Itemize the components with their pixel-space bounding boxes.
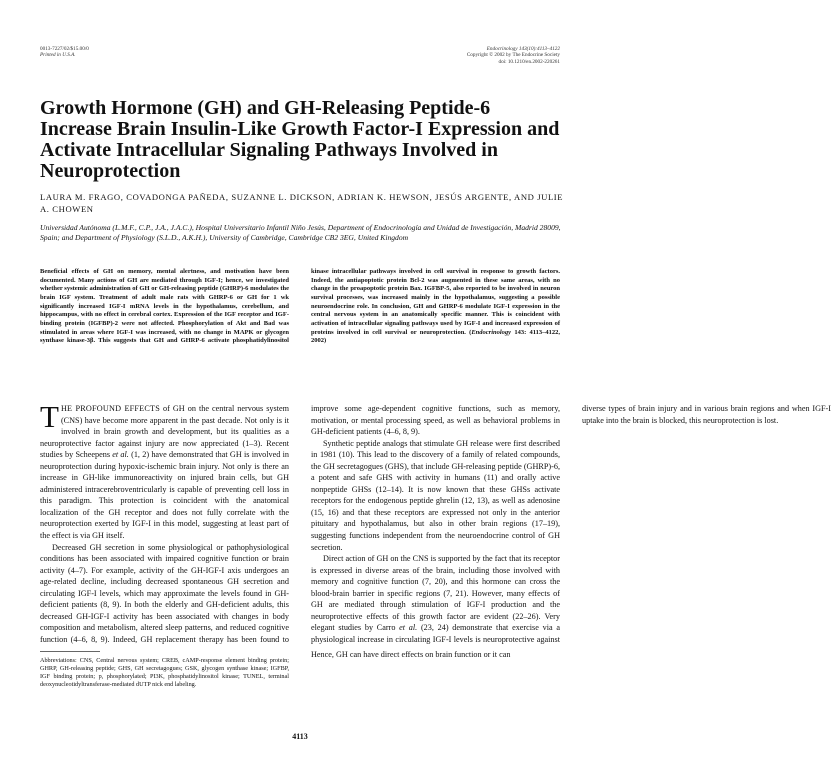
body-paragraph-4: Direct action of GH on the CNS is supported by the fact that its receptor is expressed in diverse areas of the brain, including those involved with memory and cognitive function (7, 20), and this hormone can cross the blood-brain barrier in specific regions (7, 21). However, many effects of GH are mediated through stimulation of IGF-I production and the neuroprotective effects of this growth factor are evident (22–26). Very elegant studies by Carro et al. (23, 24) demonstrate that exercise via a physiological increase in circulating IGF-I levels is neuroprotective against diverse types of brain injury and in various brain regions and when IGF-I uptake into the brain is blocked, this neuroprotection is lost. [311,404,831,644]
body-text [40,399,831,649]
abbreviations-footnote: Abbreviations: CNS, Central nervous system; CREB, cAMP-response element binding protein; GHRP, GH-releasing peptide; GHS, GH secretagogues; GSK, glycogen synthase kinase; IGFBP, IGF binding protein; p, phosphorylated; PI3K, phosphatidylinositol kinase; TUNEL, terminal deoxynucleotidyltransferase-mediated dUTP nick end labeling. [40,657,289,689]
abstract-citation-tail: 143: 4113–4122, 2002) [311,328,560,345]
lead-in-caps: HE PROFOUND EFFECTS [60,404,160,413]
drop-cap: T [40,399,59,434]
body-paragraph-1: THE PROFOUND EFFECTS of GH on the central nervous system (CNS) have become more apparent in the past decade. Not only is it involved in brain growth and development, but its qualities as a neuroprotective factor against injury are now appreciated (1–3). Recent studies by Scheepens et al. (1, 2) have demonstrated that GH is involved in neuroprotection during hypoxic-ischemic brain injury. Not only is there an increase in GH-like immunoreactivity on injured brain cells, but GH administered intracerebroventricularly is capable of preventing cell loss in this paradigm. This protection is coincident with the anatomical localization of the GH receptor and does not fully correlate with the neuroprotection exerted by IGF-I in this model, suggesting at least part of the effect is via GH itself. [40,399,289,541]
body-paragraph-3: Synthetic peptide analogs that stimulate GH release were first described in 1981 (10). This lead to the discovery of a family of related compounds, the GH secretagogues (GHS), that include GH-releasing peptide (GHRP)-6, a potent and safe GHS with activity in humans (11) and orally active nonpeptide GHSs (12–14). It is now known that these GHSs activate receptors for the endogenous peptide ghrelin (12, 13), as well as adenosine (15, 16) and that these receptors are expressed not only in the anterior pituitary and hypothalamus, but also in other brain regions (17–19), suggesting functions independent from the neuroendocrine control of GH secretion. [311,438,560,552]
article-title: Growth Hormone (GH) and GH-Releasing Peptide-6 Increase Brain Insulin-Like Growth Factor-I Expression and Activate Intracellular Signaling Pathways Involved in Neuroprotection [40,97,560,182]
abstract [40,268,560,390]
doi-line: doi: 10.1210/en.2002-220261 [498,58,560,65]
issn-line: 0013-7227/02/$15.00/0 [40,46,89,52]
footnote-rule [40,651,100,652]
abstract-text: Beneficial effects of GH on memory, mental alertness, and motivation have been documented. Many actions of GH are mediated through IGF-I; hence, we investigated whether systemic administration of GH or GH-releasing peptide (GHRP)-6 modulates the brain IGF system. Treatment of adult male rats with GHRP-6 or GH for 1 wk significantly increased IGF-I mRNA levels in the hypothalamus, cerebellum, and hippocampus, with no effect in cerebral cortex. Expression of the IGF receptor and IGF-binding protein (IGFBP)-2 were not affected. Phosphorylation of Akt and Bad was stimulated in areas where IGF-I was increased, with no change in MAPK or glycogen synthase kinase-3β. This suggests that GH and GHRP-6 activate phosphatidylinositol kinase intracellular pathways involved in cell survival in response to growth factors. Indeed, the antiapoptotic protein Bcl-2 was augmented in these same areas, with no change in the proapoptotic protein Bax. IGFBP-5, also reported to be involved in neuron survival processes, was increased mainly in the hypothalamus, suggesting a possible neuroendocrine role. In conclusion, GH and GHRP-6 modulate IGF-I expression in the central nervous system in an anatomically specific manner. This is coincident with activation of intracellular signaling pathways used by IGF-I and increased expression of proteins involved in cell survival or neuroprotection. ( [40,268,560,345]
journal-citation-line: Endocrinology 143(10):4113–4122 [486,46,560,52]
body-paragraph-2: Decreased GH secretion in some physiological or pathophysiological conditions has been associated with impaired cognitive function or brain activity (4–7). For example, activity of the GH-IGF-I axis undergoes an age-related decline, including decreased spontaneous GH secretion and circulating IGF-I levels, which may approximate the levels found in GH-deficient patients (8, 9). In both the elderly and GH-deficient adults, this decreased GH-IGF-I activity has been associated with changes in body composition and metabolism, altered sleep patterns, and reduced cognitive function (4–6, 8, 9). Indeed, GH replacement therapy has been found to improve some age-dependent cognitive functions, such as memory, motivation, or mental processing speed, as well as behavioral problems in GH-deficient patients (4–6, 8, 9). [40,404,560,644]
running-header-right [467,46,560,65]
abstract-citation-journal: Endocrinology [471,328,512,336]
running-header-left [40,46,89,59]
body-paragraph-4-continued: Hence, GH can have direct effects on brain function or it can [311,650,511,659]
printed-in-line: Printed in U.S.A. [40,52,76,59]
author-list: LAURA M. FRAGO, COVADONGA PAÑEDA, SUZANNE L. DICKSON, ADRIAN K. HEWSON, JESÚS ARGENTE, AND JULIE A. CHOWEN [40,192,564,214]
affiliations: Universidad Autónoma (L.M.F., C.P., J.A., J.A.C.), Hospital Universitario Infantil Niño Jesús, Department of Endocrinología and Unidad de Investigación, Madrid 28009, Spain; and Department of Physiology (S.L.D., A.K.H.), University of Cambridge, Cambridge CB2 3EG, United Kingdom [40,223,561,243]
page-number: 4113 [292,732,308,741]
copyright-line: Copyright © 2002 by The Endocrine Society [466,52,560,59]
